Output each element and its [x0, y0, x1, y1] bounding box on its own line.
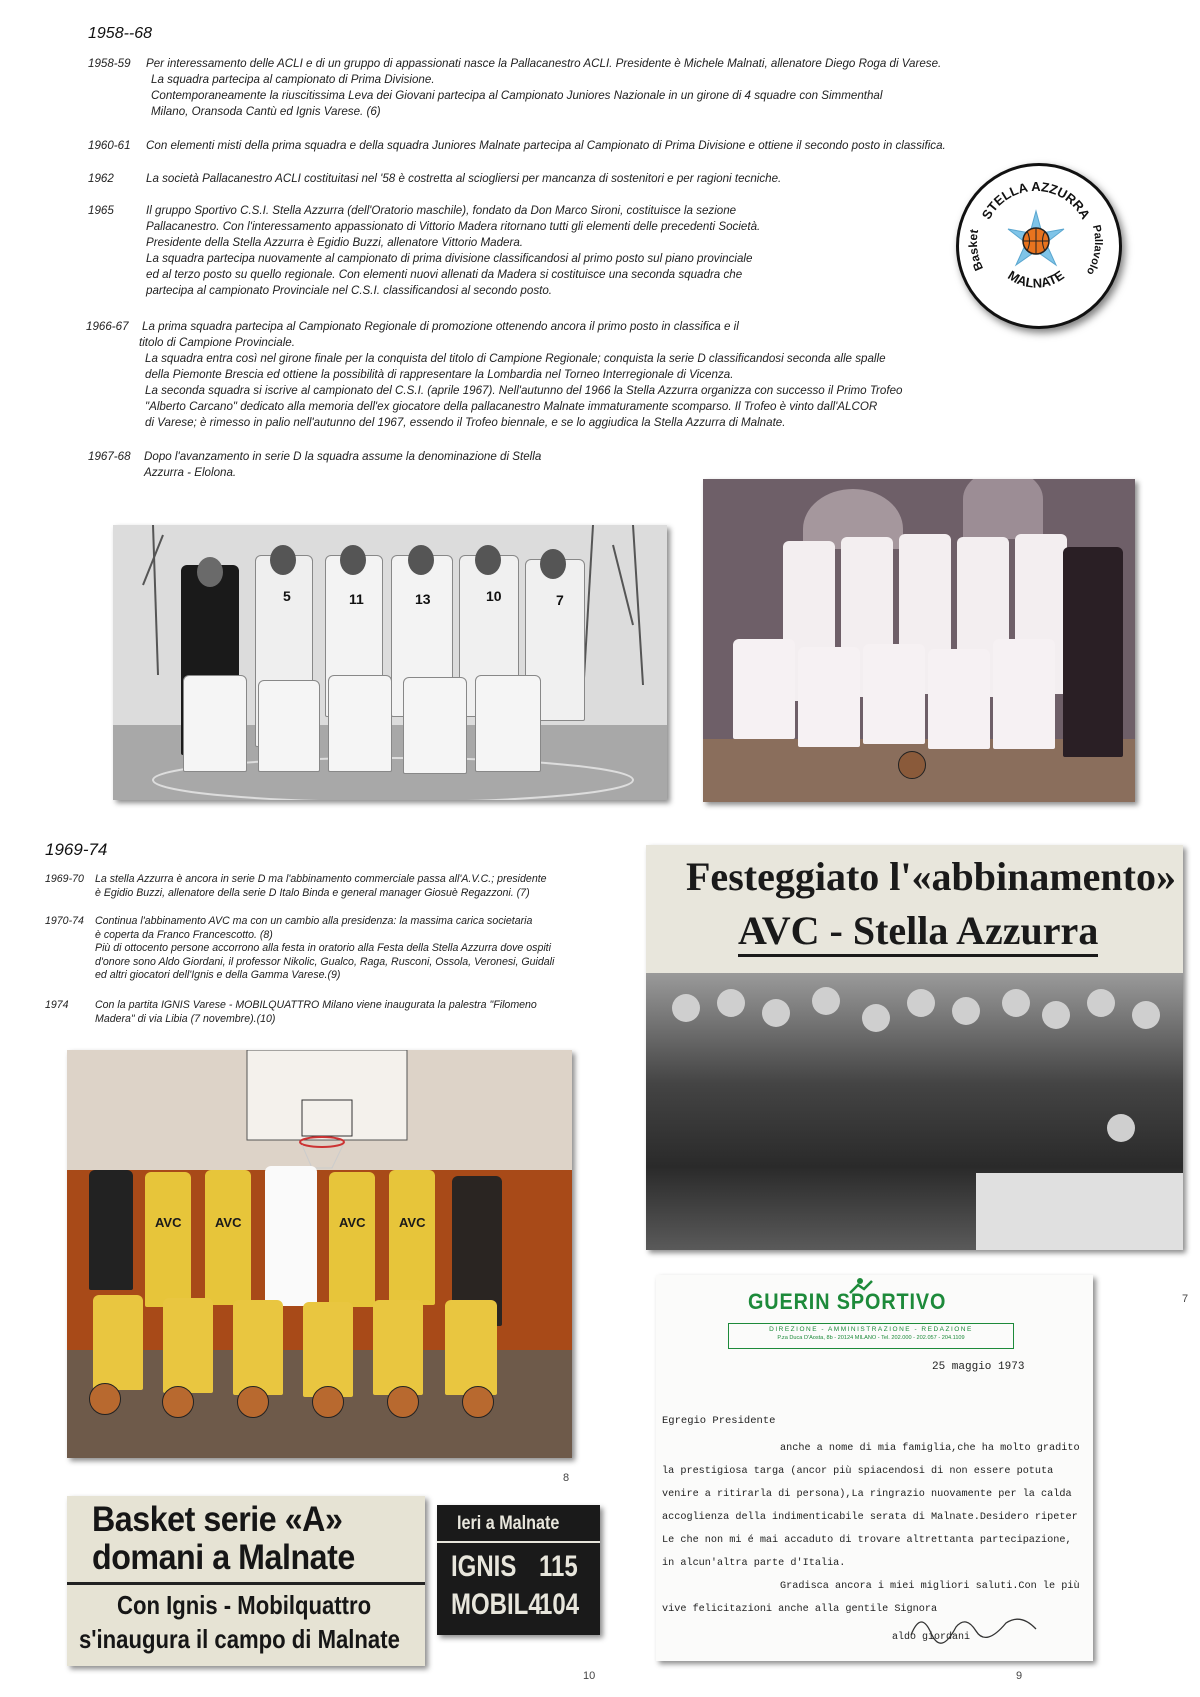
entry-line: Con la partita IGNIS Varese - MOBILQUATTRO Milano viene inaugurata la palestra "Filomeno	[95, 999, 537, 1011]
jersey-text: AVC	[339, 1215, 366, 1230]
entry-line: Con elementi misti della prima squadra e della squadra Juniores Malnate partecipa al Campionato di Prima Divisione e ottiene il secondo posto in classifica.	[146, 139, 946, 152]
entry-line: La seconda squadra si iscrive al campionato del C.S.I. (aprile 1967). Nell'autunno del 1966 la Stella Azzurra organizza con successo il Primo Trofeo	[145, 384, 903, 397]
entry-line: Presidente della Stella Azzurra è Egidio Buzzi, allenatore Vittorio Madera.	[146, 236, 524, 249]
clipping-headline: domani a Malnate	[92, 1538, 355, 1577]
entry-line: Dopo l'avanzamento in serie D la squadra assume la denominazione di Stella	[144, 450, 542, 463]
letter-signature-name: aldo giordani	[892, 1632, 971, 1643]
letter-guerin-sportivo	[656, 1275, 1093, 1661]
entry-line: Madera" di via Libia (7 novembre).(10)	[95, 1012, 276, 1025]
letter-line: accoglienza della indimenticabile serata di Malnate.Desidero ripeter	[662, 1512, 1078, 1523]
clipping-basket-serie-a	[67, 1496, 425, 1666]
entry-line: ed al terzo posto su quello regionale. Con elementi nuovi allenati da Madera si costituisce una seconda squadra che	[146, 268, 743, 281]
page-number-10: 10	[583, 1670, 596, 1682]
letter-salutation: Egregio Presidente	[662, 1415, 776, 1427]
score-value: 104	[539, 1588, 580, 1621]
jersey-text: AVC	[155, 1215, 182, 1230]
letter-line: Le che non mi é mai accaduto di trovare altrettanta partecipazione,	[662, 1535, 1072, 1546]
entry-line: La prima squadra partecipa al Campionato Regionale di promozione ottenendo ancora il primo posto in classifica e il	[142, 320, 739, 333]
letter-header-line: P.za Duca D'Aosta, 8b - 20124 MILANO - Tel. 202.000 - 202.057 - 204.1109	[777, 1335, 965, 1341]
letter-header-line: DIREZIONE - AMMINISTRAZIONE - REDAZIONE	[769, 1326, 973, 1333]
letter-line: vive felicitazioni anche alla gentile Signora	[662, 1604, 938, 1615]
entry-line: titolo di Campione Provinciale.	[139, 336, 295, 349]
letter-date: 25 maggio 1973	[932, 1361, 1025, 1373]
jersey-number: 11	[349, 591, 364, 607]
page-number-9: 9	[1016, 1670, 1023, 1682]
logo-left-text: Basket	[965, 228, 987, 273]
letter-line: la prestigiosa targa (ancor più spiacendosi di non essere potuta	[662, 1466, 1054, 1477]
section-title-1969-74: 1969-74	[45, 840, 108, 859]
jersey-number: 5	[283, 588, 291, 604]
letter-line: anche a nome di mia famiglia,che ha molto gradito	[780, 1443, 1080, 1454]
entry-year: 1970-74	[45, 915, 84, 927]
entry-line: Azzurra - Elolona.	[144, 466, 237, 479]
entry-year: 1967-68	[88, 450, 131, 463]
clipping-photo	[646, 973, 1183, 1250]
jersey-text: AVC	[215, 1215, 242, 1230]
entry-year: 1974	[45, 999, 69, 1011]
team-photo-1960s-outdoor	[113, 525, 667, 800]
page-number-7: 7	[1182, 1293, 1189, 1305]
letter-header-box	[728, 1323, 1014, 1349]
entry-year: 1966-67	[86, 320, 129, 333]
entry-line: Continua l'abbinamento AVC ma con un cambio alla presidenza: la massima carica societaria	[95, 915, 533, 927]
letter-line: Gradisca ancora i miei migliori saluti.Con le più	[780, 1581, 1080, 1592]
letter-line: in alcun'altra parte d'Italia.	[662, 1558, 846, 1569]
handwritten-signature	[906, 1605, 1046, 1645]
entry-line: La stella Azzurra è ancora in serie D ma l'abbinamento commerciale passa all'A.V.C.; presidente	[95, 873, 547, 885]
entry-line: Per interessamento delle ACLI e di un gruppo di appassionati nasce la Pallacanestro ACLI. Presidente è Michele Malnati, allenatore Diego Roga di Varese.	[146, 57, 942, 70]
basketball-icon	[89, 1383, 121, 1415]
entry-year: 1965	[88, 204, 114, 217]
letter-body	[662, 1437, 1092, 1621]
letter-brand: GUERIN SPORTIVO	[748, 1289, 947, 1314]
entry-year: 1958-59	[88, 57, 131, 70]
entry-year: 1960-61	[88, 139, 131, 152]
basketball-icon	[162, 1386, 194, 1418]
entry-line: è coperta da Franco Francescotto. (8)	[95, 928, 273, 941]
entry-line: partecipa al campionato Provinciale nel C.S.I. classificandosi al secondo posto.	[146, 284, 553, 297]
entry-line: La squadra entra così nel girone finale per la conquista del titolo di Campione Regionale; conquista la serie D classificandosi seconda alle spalle	[145, 352, 886, 365]
clipping-headline: Festeggiato l'«abbinamento»	[686, 854, 1176, 899]
clipping-title: Ieri a Malnate	[457, 1513, 560, 1534]
jersey-number: 13	[415, 591, 431, 607]
team-photo-avc-1970s	[67, 1050, 572, 1458]
logo-top-text: STELLA AZZURRA	[978, 178, 1094, 222]
entry-line: La squadra partecipa al campionato di Prima Divisione.	[151, 73, 435, 86]
entry-line: "Alberto Carcano" dedicato alla memoria dell'ex giocatore della pallacanestro Malnate immaturamente scomparso. Il Trofeo è vinto dall'ALCOR	[145, 400, 878, 413]
clipping-headline: Basket serie «A»	[92, 1500, 343, 1539]
jersey-text: AVC	[399, 1215, 426, 1230]
entry-line: Pallacanestro. Con l'interessamento appassionato di Vittorio Madera ritornano tutti gli elementi delle precedenti Società.	[146, 220, 761, 233]
basketball-icon	[1023, 228, 1049, 254]
entry-line: è Egidio Buzzi, allenatore della serie D Italo Binda e general manager Giosuè Regazzoni. (7)	[95, 886, 530, 899]
section-title-1958-68: 1958--68	[88, 25, 153, 42]
score-team: MOBIL4	[451, 1588, 542, 1621]
logo-bottom-text: MALNATE	[1005, 267, 1067, 291]
entry-line: La squadra partecipa nuovamente al campionato di prima divisione classificandosi al primo posto sul piano provinciale	[146, 252, 753, 265]
clipping-subheadline: Con Ignis - Mobilquattro	[117, 1590, 372, 1620]
entry-line: La società Pallacanestro ACLI costituitasi nel '58 è costretta al sciogliersi per mancanza di sostenitori e per ragioni tecniche.	[146, 172, 782, 185]
basketball-icon	[462, 1386, 494, 1418]
basketball-icon	[387, 1386, 419, 1418]
team-photo-1960s-gym	[703, 479, 1135, 802]
jersey-number: 10	[486, 588, 502, 604]
page-number-8: 8	[563, 1472, 570, 1484]
score-team: IGNIS	[451, 1550, 517, 1583]
entry-line: Contemporaneamente la riuscitissima Leva dei Giovani partecipa al Campionato Juniores Nazionale in un girone di 4 squadre con Simmenthal	[151, 89, 883, 102]
clipping-festeggiato-abbinamento	[646, 845, 1183, 1250]
logo-right-text: Pallavolo	[1083, 223, 1105, 277]
score-value: 115	[539, 1550, 578, 1583]
stella-azzurra-logo	[956, 163, 1122, 329]
entry-line: d'onore sono Aldo Giordani, il professor Nikolic, Gualco, Raga, Rusconi, Ossola, Veronesi, Guidali	[95, 955, 555, 968]
basketball-icon	[312, 1386, 344, 1418]
basketball-icon	[898, 751, 926, 779]
clipping-headline: AVC - Stella Azzurra	[738, 907, 1098, 957]
entry-line: Il gruppo Sportivo C.S.I. Stella Azzurra (dell'Oratorio maschile), fondato da Don Marco Sironi, costituisce la sezione	[146, 204, 737, 217]
entry-line: Milano, Oransoda Cantù ed Ignis Varese. (6)	[151, 105, 381, 118]
entry-year: 1969-70	[45, 873, 84, 885]
basketball-icon	[237, 1386, 269, 1418]
clipping-subheadline: s'inaugura il campo di Malnate	[79, 1624, 400, 1654]
runner-icon	[846, 1277, 876, 1297]
entry-year: 1962	[88, 172, 114, 185]
clipping-ieri-a-malnate	[437, 1505, 600, 1635]
entry-line: ed altri giocatori dell'Ignis e della Gamma Varese.(9)	[95, 969, 341, 981]
jersey-number: 7	[556, 592, 564, 608]
entry-line: della Piemonte Brescia ed ottiene la possibilità di rappresentare la Lombardia nel Torneo Interregionale di Vicenza.	[145, 368, 734, 381]
entry-line: Più di ottocento persone accorrono alla festa in oratorio alla Festa della Stella Azzurra dove ospiti	[95, 942, 551, 954]
entry-line: di Varese; è rimesso in palio nell'autunno del 1967, essendo il Trofeo biennale, e se lo aggiudica la Stella Azzurra di Malnate.	[145, 416, 786, 429]
letter-line: venire a ritirarla di persona),La ringrazio nuovamente per la calda	[662, 1489, 1072, 1500]
